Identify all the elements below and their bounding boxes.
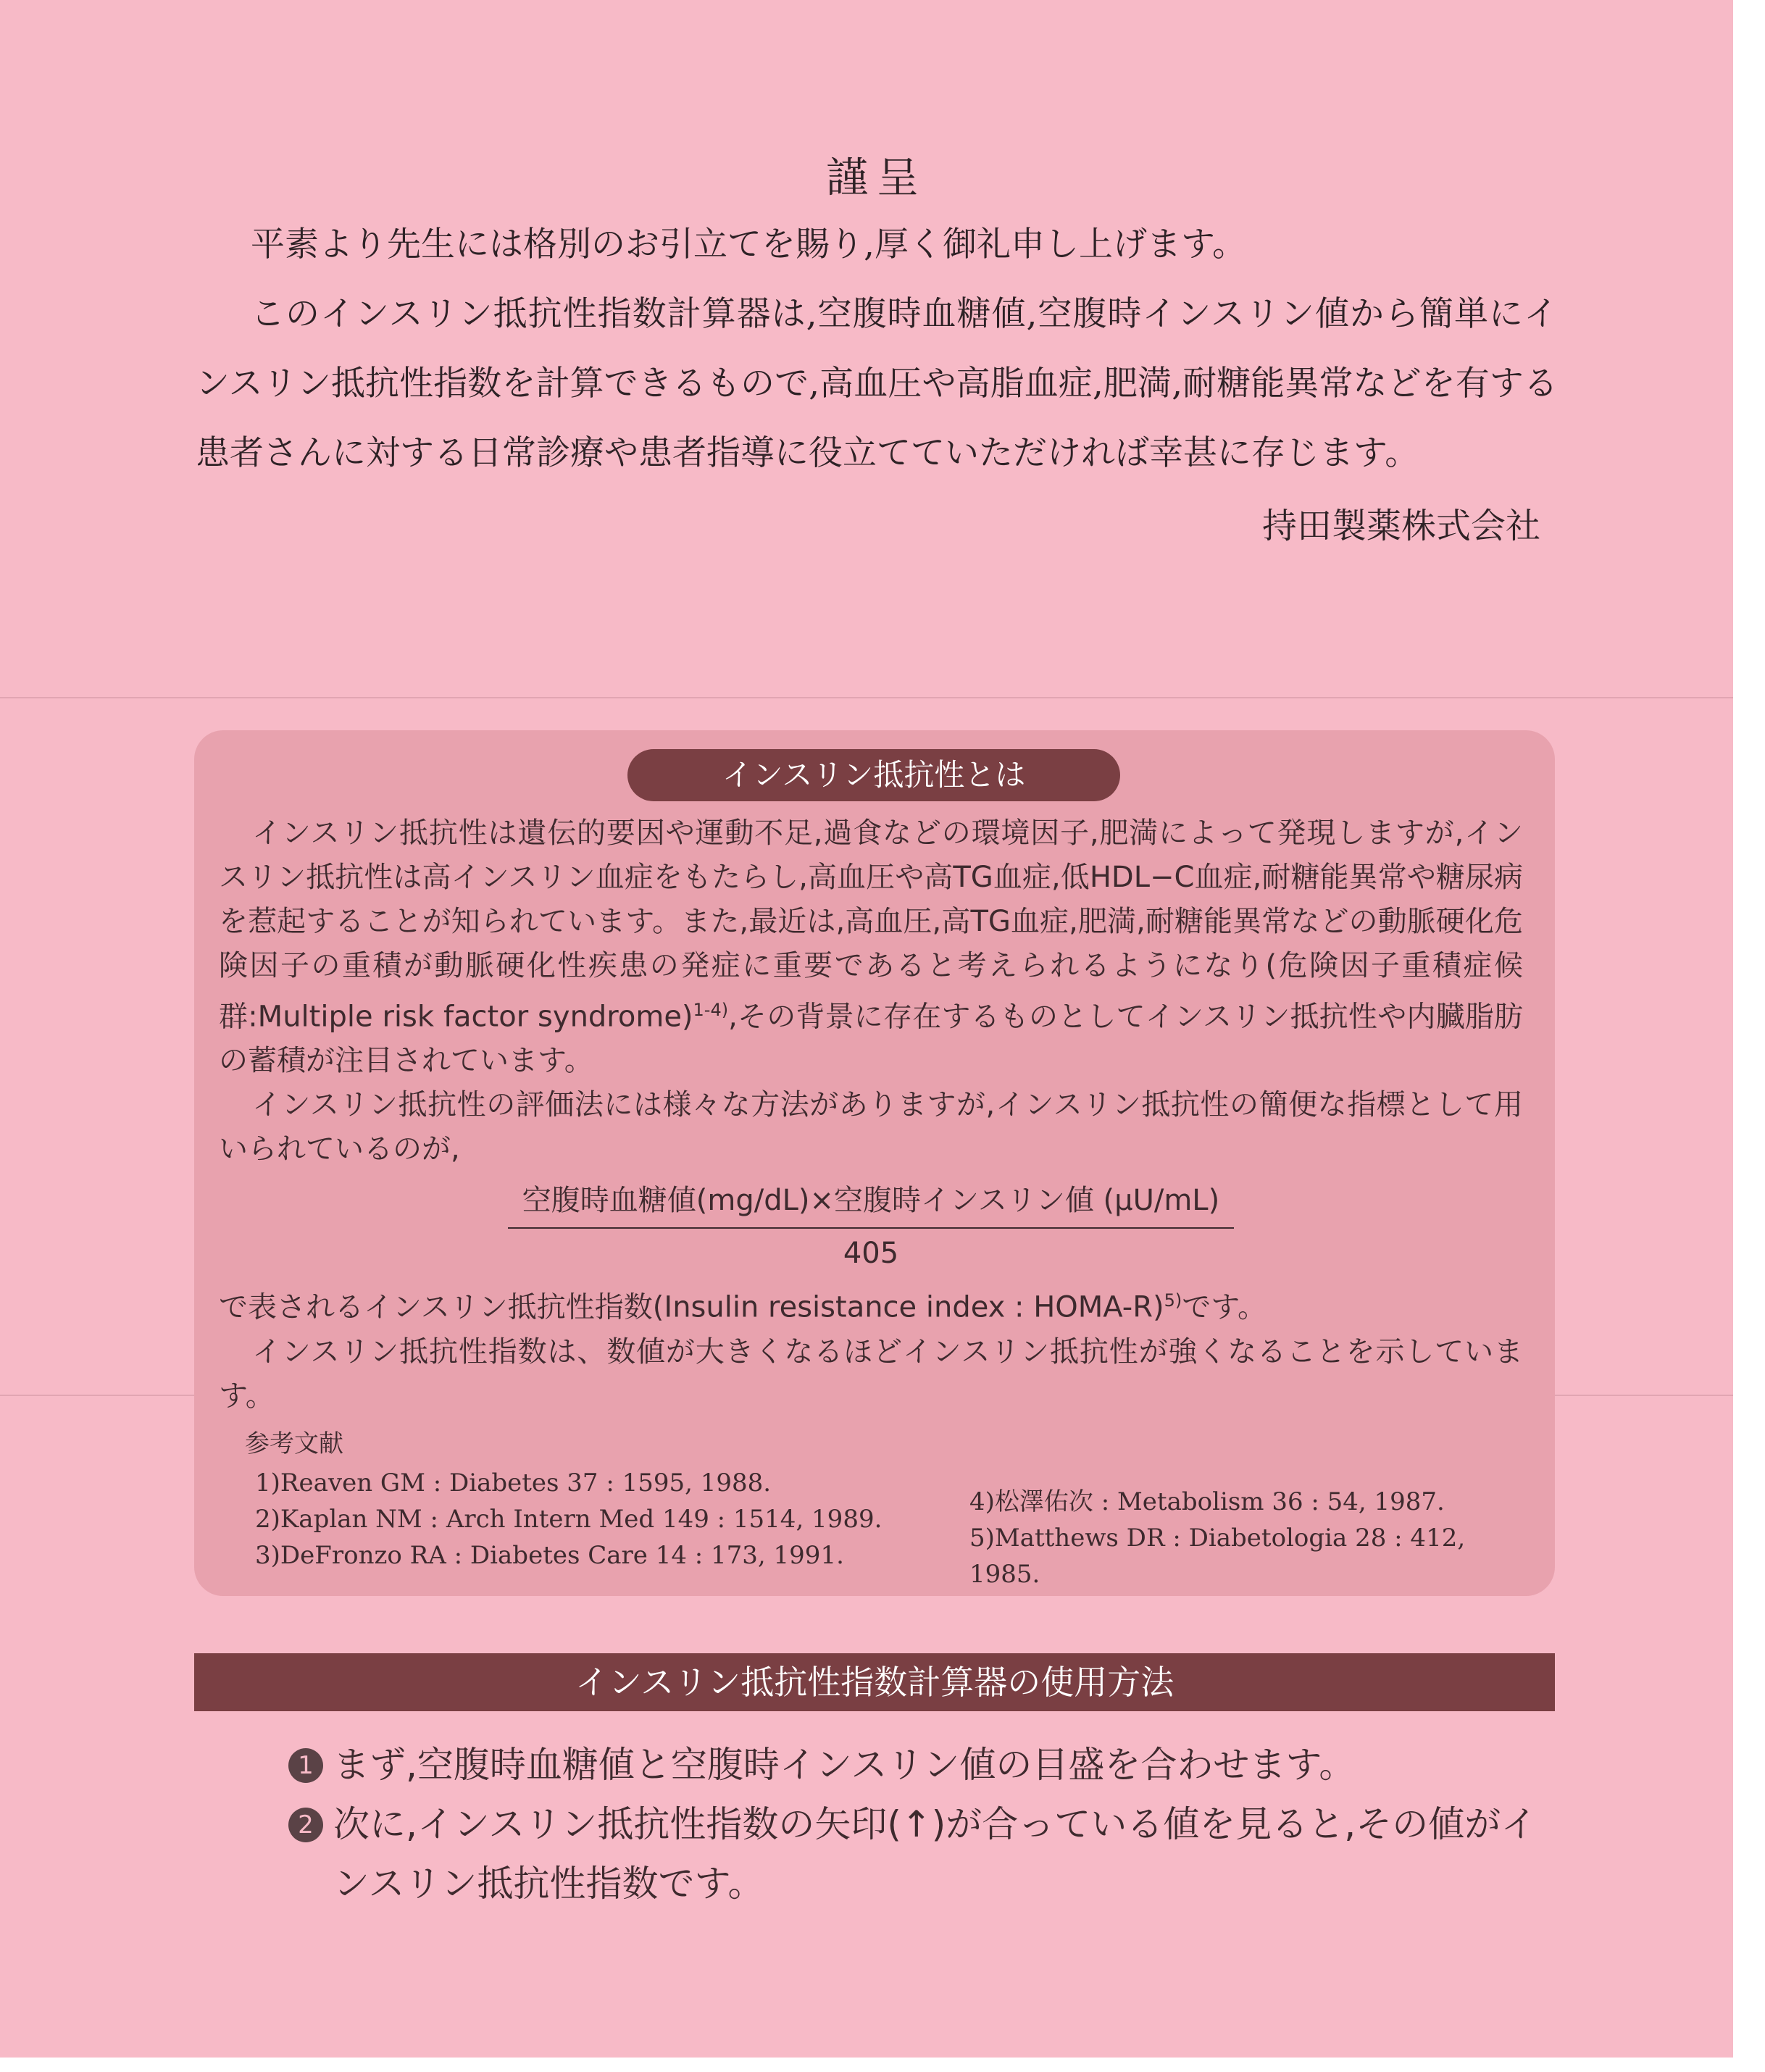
insulin-resistance-panel bbox=[194, 730, 1555, 1596]
greeting-paragraph: 平素より先生には格別のお引立てを賜り,厚く御礼申し上げます。 bbox=[251, 225, 1247, 264]
panel-paragraph bbox=[219, 811, 1523, 1083]
usage-heading: インスリン抵抗性指数計算器の使用方法 bbox=[194, 1653, 1555, 1711]
panel-heading: インスリン抵抗性とは bbox=[627, 749, 1120, 801]
panel-paragraph-text: で表されるインスリン抵抗性指数(Insulin resistance index : HOMA-R) bbox=[219, 1290, 1164, 1324]
formula-numerator: 空腹時血糖値(mg/dL)×空腹時インスリン値 (μU/mL) bbox=[508, 1179, 1234, 1229]
panel-paragraph-text: ,その背景に存在するものとしてインスリン抵抗性や内臓脂肪の蓄積が注目されています。 bbox=[219, 1000, 1523, 1078]
step-text: まず,空腹時血糖値と空腹時インスリン値の目盛を合わせます。 bbox=[333, 1744, 1356, 1786]
panel-body bbox=[219, 811, 1523, 1419]
usage-step bbox=[288, 1735, 1549, 1795]
step-marker-wrap bbox=[288, 1795, 333, 1913]
usage-step bbox=[288, 1795, 1549, 1913]
panel-paragraph-text: インスリン抵抗性は遺伝的要因や運動不足,過食などの環境因子,肥満によって発現しますが,インスリン抵抗性は高インスリン血症をもたらし,高血圧や高TG血症,低HDL−C血症,耐糖能異常や糖尿病を惹起することが知られています。また,最近は,高血圧,高TG血症,肥満,耐糖能異常などの動脈硬化危険因子の重積が動脈硬化性疾患の発症に重要であると考えられるようになり(危険因子重積症候群:Multiple risk factor syndrome) bbox=[219, 816, 1523, 1034]
reference-item: 1)Reaven GM : Diabetes 37 : 1595, 1988. bbox=[255, 1469, 772, 1497]
usage-steps bbox=[288, 1735, 1549, 1913]
formula-denominator: 405 bbox=[843, 1237, 899, 1271]
panel-paragraph-text: です。 bbox=[1182, 1290, 1267, 1324]
references-title: 参考文献 bbox=[245, 1429, 343, 1458]
reference-item: 5)Matthews DR : Diabetologia 28 : 412, 1985. bbox=[969, 1524, 1466, 1589]
company-signature: 持田製薬株式会社 bbox=[1261, 506, 1540, 546]
homa-formula bbox=[219, 1179, 1523, 1276]
greeting-paragraph: このインスリン抵抗性指数計算器は,空腹時血糖値,空腹時インスリン値から簡単にインスリン抵抗性指数を計算できるもので,高血圧や高脂血症,肥満,耐糖能異常などを有する患者さんに対する日常診療や患者指導に役立てていただければ幸甚に存じます。 bbox=[196, 294, 1558, 473]
references bbox=[245, 1426, 1535, 1589]
citation-mark: 1-4) bbox=[693, 1000, 729, 1020]
panel-paragraph: インスリン抵抗性指数は、数値が大きくなるほどインスリン抵抗性が強くなることを示しています。 bbox=[219, 1334, 1523, 1413]
step-marker-wrap bbox=[288, 1735, 333, 1795]
greeting-section bbox=[196, 145, 1558, 555]
reference-item: 2)Kaplan NM : Arch Intern Med 149 : 1514, 1989. bbox=[255, 1505, 882, 1534]
greeting-title: 謹呈 bbox=[825, 153, 927, 202]
panel-paragraph: インスリン抵抗性の評価法には様々な方法がありますが,インスリン抵抗性の簡便な指標として用いられているのが, bbox=[219, 1088, 1523, 1166]
reference-item: 3)DeFronzo RA : Diabetes Care 14 : 173, 1991. bbox=[255, 1541, 844, 1570]
step-number-badge: 1 bbox=[288, 1748, 323, 1783]
references-column-left bbox=[255, 1465, 882, 1574]
step-number-badge: 2 bbox=[288, 1808, 323, 1842]
citation-mark: 5) bbox=[1164, 1290, 1182, 1311]
step-text: 次に,インスリン抵抗性指数の矢印(↑)が合っている値を見ると,その値がインスリン抵抗性指数です。 bbox=[333, 1803, 1537, 1905]
reference-item: 4)松澤佑次 : Metabolism 36 : 54, 1987. bbox=[969, 1487, 1445, 1516]
fold-crease bbox=[0, 697, 1733, 698]
references-column-right bbox=[969, 1484, 1535, 1592]
panel-paragraph bbox=[219, 1279, 1523, 1329]
